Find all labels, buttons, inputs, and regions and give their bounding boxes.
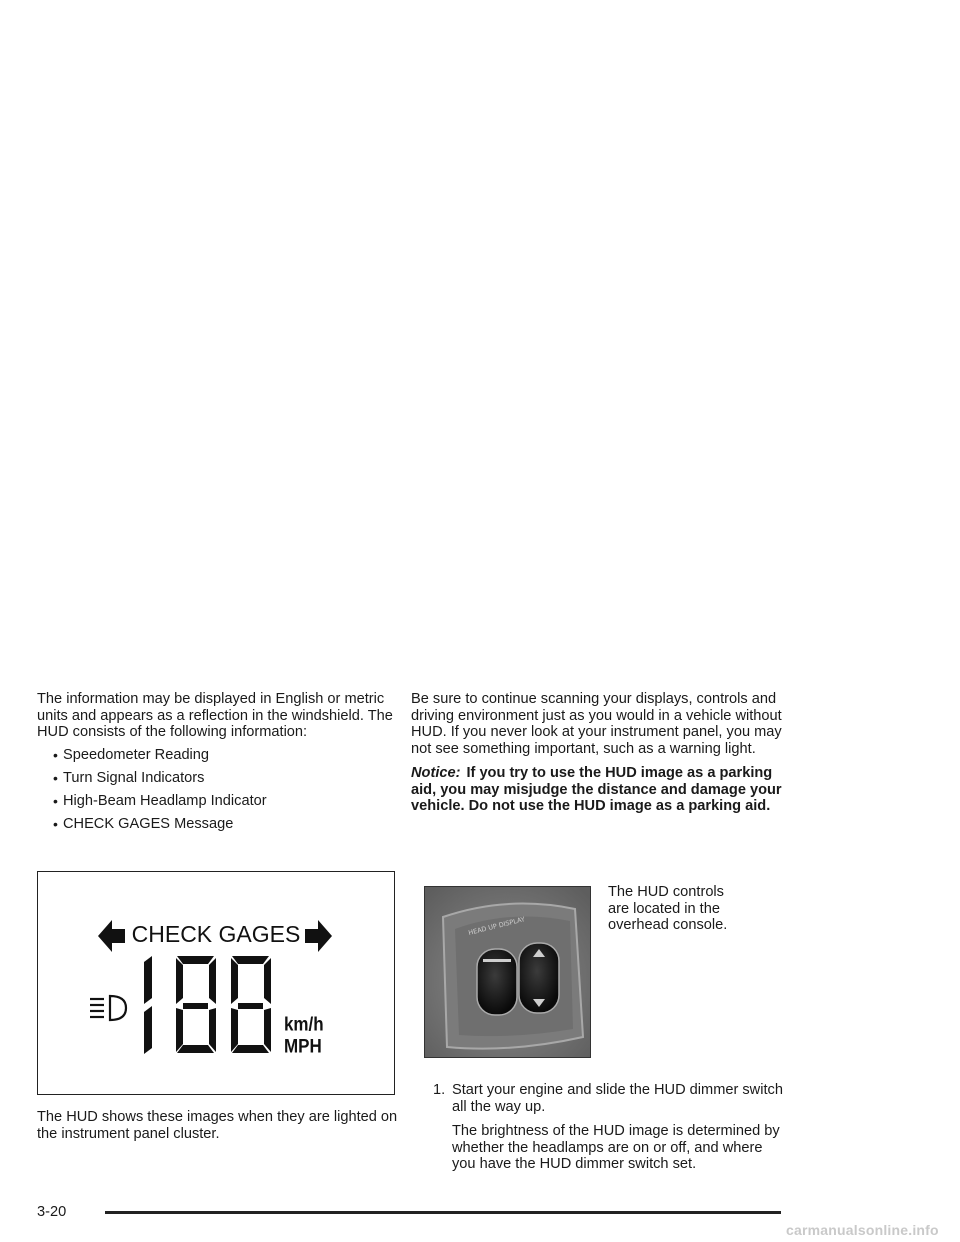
intro-paragraph: The information may be displayed in English or metric units and appears as a reflection in the windshield. The HUD consists of the following information: [37, 691, 393, 740]
step-number: 1. [433, 1082, 446, 1098]
hud-display-figure [38, 872, 394, 1094]
speed-digit-1 [144, 956, 152, 1054]
hud-display-illustration [37, 871, 395, 1095]
bullet-icon: • [53, 746, 58, 763]
step-1 [433, 1082, 785, 1173]
unit-mph: MPH [284, 1034, 322, 1057]
list-item: • CHECK GAGES Message [53, 815, 234, 832]
hud-caption: The HUD shows these images when they are lighted on the instrument panel cluster. [37, 1109, 398, 1142]
bullet-icon: • [53, 815, 58, 832]
photo-caption: The HUD controls are located in the overhead console. [608, 884, 728, 933]
speed-digit-8 [231, 956, 271, 1053]
scanning-paragraph: Be sure to continue scanning your displays, controls and driving environment just as you would in a vehicle without HUD. If you never look at your instrument panel, you may not see something important, such as a warning light. [411, 691, 782, 757]
list-item: • Turn Signal Indicators [53, 769, 205, 786]
check-gages-message: CHECK GAGES [131, 921, 301, 947]
left-column [37, 691, 399, 839]
page-number: 3-20 [37, 1204, 67, 1220]
footer-divider [105, 1211, 781, 1214]
list-item: • High-Beam Headlamp Indicator [53, 792, 267, 809]
hud-controls-photo [424, 886, 591, 1058]
notice-text: If you try to use the HUD image as a parking aid, you may misjudge the distance and damage your vehicle. Do not use the HUD image as a parking aid. [411, 765, 782, 814]
watermark: carmanualsonline.info [786, 1222, 939, 1238]
head-up-display-label: HEAD UP DISPLAY [467, 915, 526, 937]
list-item: • Speedometer Reading [53, 746, 210, 763]
notice-label: Notice: [411, 765, 461, 781]
bullet-icon: • [53, 792, 58, 809]
step-detail: The brightness of the HUD image is determined by whether the headlamps are on or off, and where you have the HUD dimmer switch set. [452, 1123, 780, 1172]
high-beam-icon [90, 996, 126, 1020]
bullet-icon: • [53, 769, 58, 786]
right-column [411, 691, 786, 815]
step-text: Start your engine and slide the HUD dimmer switch all the way up. [452, 1082, 783, 1115]
notice [411, 765, 786, 815]
speed-digit-8 [176, 956, 216, 1053]
left-turn-arrow-icon [98, 920, 125, 952]
unit-kmh: km/h [284, 1012, 324, 1035]
hud-info-list [37, 747, 399, 833]
right-turn-arrow-icon [305, 920, 332, 952]
overhead-console-image [425, 887, 590, 1057]
